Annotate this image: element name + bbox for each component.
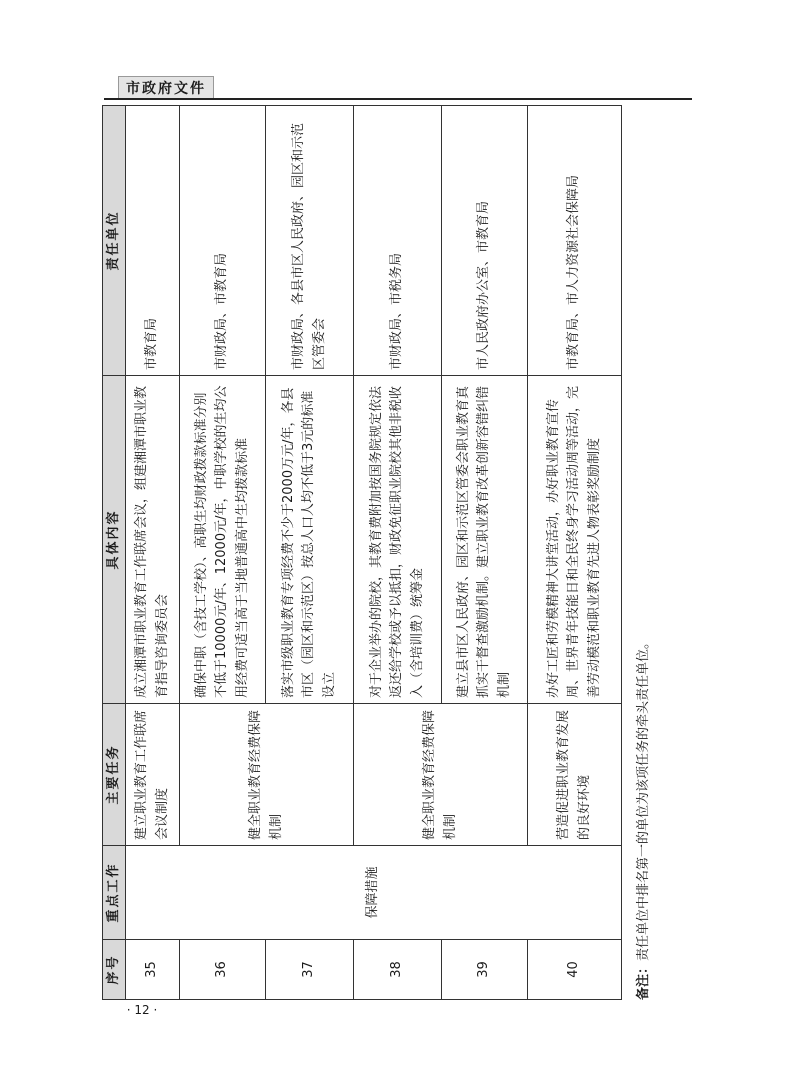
row-seq: 37 — [266, 940, 354, 1000]
row-seq: 39 — [442, 940, 528, 1000]
row-task: 健全职业教育经费保障机制 — [354, 704, 528, 846]
rotated-content — [102, 106, 660, 1000]
footnote-label: 备注： — [636, 960, 651, 1000]
row-content: 办好工匠和劳模精神大讲堂活动，办好职业教育宣传周、世界青年技能日和全民终身学习活动周等活动，完善劳动模范和职业教育先进人物表彰奖励制度 — [528, 376, 622, 704]
row-task: 建立职业教育工作联席会议制度 — [126, 704, 180, 846]
row-seq: 38 — [354, 940, 442, 1000]
column-header-key-work: 重点工作 — [103, 846, 126, 940]
page-number: · 12 · — [126, 1003, 158, 1017]
row-unit: 市人民政府办公室、市教育局 — [442, 106, 528, 376]
row-unit: 市教育局、市人力资源社会保障局 — [528, 106, 622, 376]
row-content: 建立县市区人民政府、园区和示范区管委会职业教育真抓实干督查激励机制。建立职业教育改革创新容错纠错机制 — [442, 376, 528, 704]
row-unit: 市财政局、各县市区人民政府、园区和示范区管委会 — [266, 106, 354, 376]
row-unit: 市财政局、市税务局 — [354, 106, 442, 376]
row-seq: 35 — [126, 940, 180, 1000]
column-header-seq: 序号 — [103, 940, 126, 1000]
row-content: 落实市级职业教育专项经费不少于2000万元/年，各县市区（园区和示范区）按总人口人均不低于3元的标准设立 — [266, 376, 354, 704]
row-task: 营造促进职业教育发展的良好环境 — [528, 704, 622, 846]
column-header-content: 具体内容 — [103, 376, 126, 704]
header-divider — [104, 98, 692, 100]
footnote — [630, 106, 658, 1000]
row-seq: 36 — [180, 940, 266, 1000]
column-header-unit: 责任单位 — [103, 106, 126, 376]
row-content: 对于企业举办的院校，其教育费附加按国务院规定依法返还给学校或予以抵扣，财政免征职业院校其他非税收入（含培训费）统筹金 — [354, 376, 442, 704]
table-row — [126, 106, 180, 1000]
row-seq: 40 — [528, 940, 622, 1000]
column-header-main-task: 主要任务 — [103, 704, 126, 846]
table-header-row — [103, 106, 126, 1000]
row-unit: 市财政局、市教育局 — [180, 106, 266, 376]
row-content: 成立湘潭市职业教育工作联席会议，组建湘潭市职业教育指导咨询委员会 — [126, 376, 180, 704]
row-unit: 市教育局 — [126, 106, 180, 376]
row-content: 确保中职（含技工学校）、高职生均财政拨款标准分别不低于10000元/年、12000元/年，中职学校的生均公用经费可适当高于当地普通高中生均拨款标准 — [180, 376, 266, 704]
document-header-tab: 市政府文件 — [118, 76, 214, 100]
task-table — [102, 105, 622, 1000]
footnote-text: 责任单位中排名第一的单位为该项任务的牵头责任单位。 — [636, 635, 651, 961]
key-work-area: 保障措施 — [126, 846, 622, 940]
row-task: 健全职业教育经费保障机制 — [180, 704, 354, 846]
